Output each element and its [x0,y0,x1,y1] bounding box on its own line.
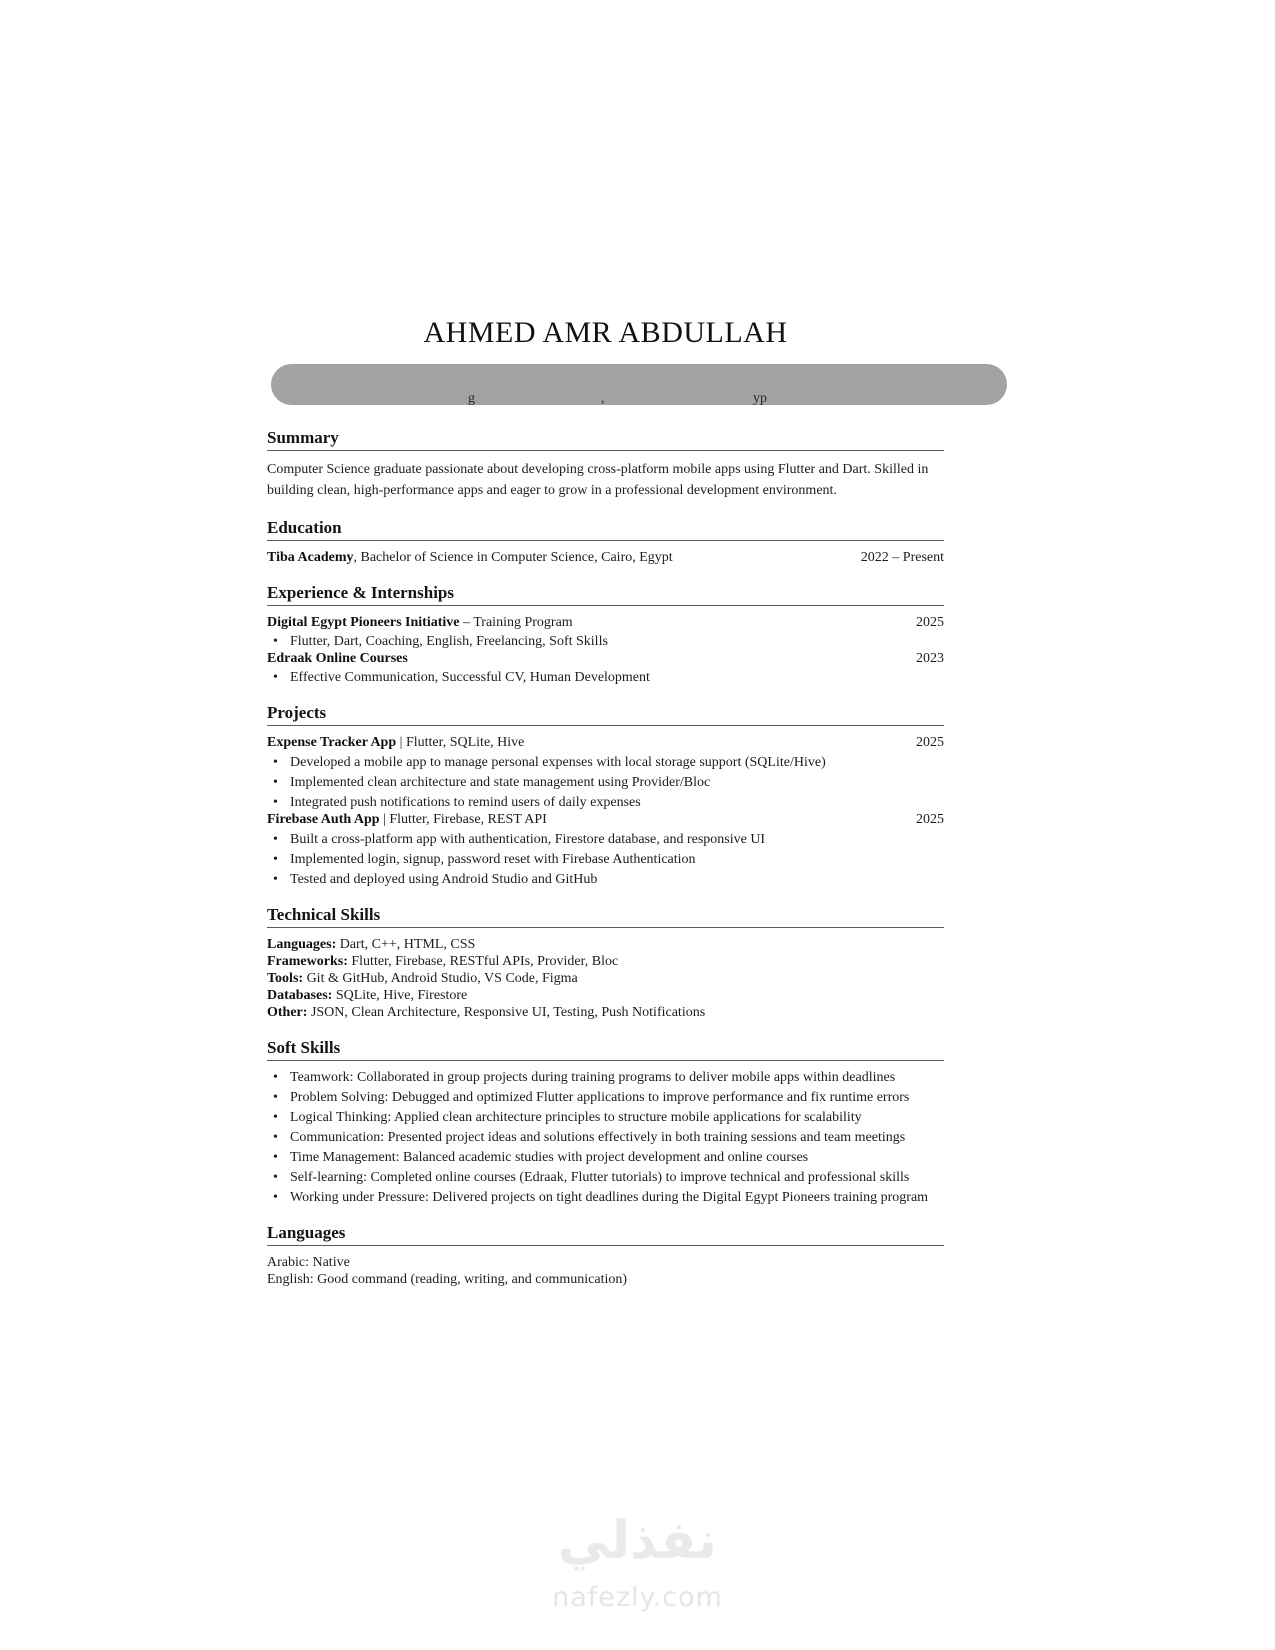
soft-skill-bullet: • Self-learning: Completed online courses (Edraak, Flutter tutorials) to improve technical and professional skills [267,1169,944,1186]
project-entry-title [267,734,524,751]
program-name: Digital Egypt Pioneers Initiative [267,615,460,630]
soft-skill-bullet: • Working under Pressure: Delivered projects on tight deadlines during the Digital Egypt Pioneers training program [267,1189,944,1206]
project-entry-title [267,811,547,828]
project-bullet: • Integrated push notifications to remind users of daily expenses [267,794,944,811]
project-date: 2025 [916,812,944,827]
skill-line-other [267,1004,944,1021]
project-name: Firebase Auth App [267,812,380,827]
section-technical-skills [267,905,944,1021]
section-education [267,518,944,566]
section-title-projects: Projects [267,703,327,722]
degree-detail: , Bachelor of Science in Computer Science, Cairo, Egypt [353,550,673,565]
watermark-arabic-logo: نفذلي [557,1511,718,1571]
project-stack: | Flutter, Firebase, REST API [379,812,547,827]
project-bullet: • Built a cross-platform app with authentication, Firestore database, and responsive UI [267,831,944,848]
section-title-experience: Experience & Internships [267,583,454,602]
project-bullet: • Developed a mobile app to manage personal expenses with local storage support (SQLite/Hive) [267,754,944,771]
language-line-english: English: Good command (reading, writing, and communication) [267,1272,628,1287]
experience-date: 2025 [916,615,944,630]
soft-skill-bullet: • Communication: Presented project ideas and solutions effectively in both training sessions and team meetings [267,1129,944,1146]
experience-bullet: • Flutter, Dart, Coaching, English, Freelancing, Soft Skills [267,633,944,650]
skill-value: SQLite, Hive, Firestore [332,988,468,1003]
section-divider [267,725,944,726]
skill-value: Git & GitHub, Android Studio, VS Code, Figma [303,971,578,986]
skill-value: JSON, Clean Architecture, Responsive UI, Testing, Push Notifications [307,1005,706,1020]
section-divider [267,927,944,928]
contact-fragment: yp [753,391,767,406]
section-languages [267,1223,944,1288]
section-title-summary: Summary [267,428,339,447]
skill-line-tools [267,970,944,987]
section-experience [267,583,944,686]
skill-label: Frameworks: [267,954,348,969]
section-title-education: Education [267,518,342,537]
redacted-contact-bar [271,364,1007,405]
section-divider [267,1245,944,1246]
skill-line-databases [267,987,944,1004]
project-bullet: • Implemented clean architecture and state management using Provider/Bloc [267,774,944,791]
soft-skill-bullet: • Problem Solving: Debugged and optimized Flutter applications to improve performance and fix runtime errors [267,1089,944,1106]
project-stack: | Flutter, SQLite, Hive [396,735,525,750]
project-bullet: • Implemented login, signup, password reset with Firebase Authentication [267,851,944,868]
section-divider [267,605,944,606]
candidate-name: AHMED AMR ABDULLAH [423,316,788,349]
project-name: Expense Tracker App [267,735,397,750]
project-bullet: • Tested and deployed using Android Studio and GitHub [267,871,944,888]
school-name: Tiba Academy [267,550,354,565]
experience-entry [267,650,944,667]
soft-skill-bullet: • Time Management: Balanced academic studies with project development and online courses [267,1149,944,1166]
skill-value: Flutter, Firebase, RESTful APIs, Provider, Bloc [347,954,619,969]
language-line-arabic: Arabic: Native [267,1255,350,1270]
skill-line-languages [267,936,944,953]
section-title-soft-skills: Soft Skills [267,1038,341,1057]
education-entry [267,549,944,566]
skill-label: Languages: [267,937,337,952]
section-divider [267,450,944,451]
contact-fragment: g [468,391,475,406]
section-divider [267,1060,944,1061]
contact-text-fragments [267,391,944,411]
section-summary [267,428,944,501]
experience-entry-title [267,614,573,631]
experience-entry-title [267,650,408,667]
watermark-site-url: nafezly.com [552,1582,723,1613]
section-projects [267,703,944,888]
skill-label: Other: [267,1005,308,1020]
program-name: Edraak Online Courses [267,651,408,666]
experience-entry [267,614,944,631]
resume-content [267,0,944,1288]
skill-label: Databases: [267,988,333,1003]
project-entry [267,734,944,751]
skill-value: Dart, C++, HTML, CSS [336,937,476,952]
education-entry-title [267,549,673,566]
project-date: 2025 [916,735,944,750]
soft-skill-bullet: • Logical Thinking: Applied clean architecture principles to structure mobile applications for scalability [267,1109,944,1126]
experience-date: 2023 [916,651,944,666]
section-title-languages: Languages [267,1223,346,1242]
experience-bullet: • Effective Communication, Successful CV, Human Development [267,669,944,686]
watermark [0,1498,1275,1612]
soft-skill-bullet: • Teamwork: Collaborated in group projects during training programs to deliver mobile apps within deadlines [267,1069,944,1086]
section-title-technical-skills: Technical Skills [267,905,381,924]
skill-line-frameworks [267,953,944,970]
program-detail: – Training Program [459,615,573,630]
summary-text: Computer Science graduate passionate about developing cross-platform mobile apps using Flutter and Dart. Skilled in building clean, high-performance apps and eager to grow in a professional development environment. [267,462,929,498]
education-date: 2022 – Present [860,550,944,565]
section-divider [267,540,944,541]
skill-label: Tools: [267,971,304,986]
section-soft-skills [267,1038,944,1206]
project-entry [267,811,944,828]
contact-fragment: , [601,391,605,406]
